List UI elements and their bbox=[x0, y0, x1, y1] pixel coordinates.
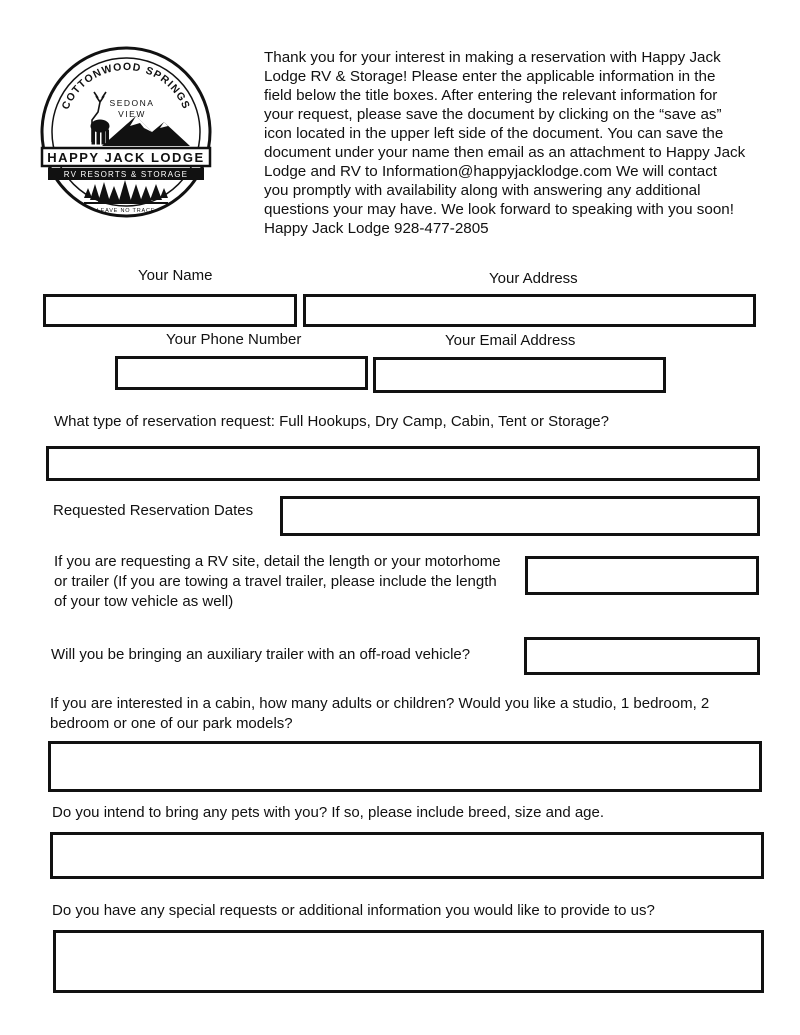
intro-line: document under your name then email as an attachment to Happy Jack bbox=[264, 144, 746, 161]
happy-jack-lodge-logo bbox=[40, 46, 212, 218]
intro-line: your request, please save the document by clicking on the “save as” bbox=[264, 106, 722, 123]
intro-line: Happy Jack Lodge 928-477-2805 bbox=[264, 220, 489, 237]
rv-length-line: of your tow vehicle as well) bbox=[54, 593, 234, 610]
intro-line: Lodge RV & Storage! Please enter the applicable information in the bbox=[264, 68, 716, 85]
email-label: Your Email Address bbox=[445, 332, 576, 349]
pets-field[interactable] bbox=[50, 832, 764, 879]
intro-paragraph bbox=[264, 48, 784, 238]
reservation-type-label: What type of reservation request: Full Hookups, Dry Camp, Cabin, Tent or Storage? bbox=[54, 413, 609, 430]
intro-line: icon located in the upper left side of the document. You can save the bbox=[264, 125, 724, 142]
address-field[interactable] bbox=[303, 294, 756, 327]
logo-line1: SEDONA bbox=[109, 98, 155, 108]
special-requests-field[interactable] bbox=[53, 930, 764, 993]
logo-line2: VIEW bbox=[118, 109, 146, 119]
logo-tagline: LEAVE NO TRACE bbox=[96, 208, 156, 214]
address-label: Your Address bbox=[489, 270, 578, 287]
dates-field[interactable] bbox=[280, 496, 760, 536]
cabin-line: If you are interested in a cabin, how many adults or children? Would you like a studio, 1 bedroom, 2 bbox=[50, 695, 710, 712]
cabin-label bbox=[50, 694, 770, 734]
pets-label: Do you intend to bring any pets with you? If so, please include breed, size and age. bbox=[52, 804, 605, 821]
intro-line: field below the title boxes. After entering the relevant information for bbox=[264, 87, 718, 104]
name-label: Your Name bbox=[138, 267, 213, 284]
aux-trailer-field[interactable] bbox=[524, 637, 760, 675]
intro-line: Lodge and RV to Information@happyjacklodge.com We will contact bbox=[264, 163, 718, 180]
rv-length-field[interactable] bbox=[525, 556, 759, 595]
dates-label: Requested Reservation Dates bbox=[53, 502, 254, 519]
logo-brand: HAPPY JACK LODGE bbox=[47, 150, 205, 165]
aux-trailer-label: Will you be bringing an auxiliary trailer with an off-road vehicle? bbox=[51, 646, 471, 663]
phone-label: Your Phone Number bbox=[166, 331, 302, 348]
cabin-field[interactable] bbox=[48, 741, 762, 792]
logo-arc-text: COTTONWOOD SPRINGS bbox=[59, 60, 193, 112]
rv-length-label bbox=[54, 552, 524, 612]
logo-emblem bbox=[40, 46, 212, 218]
reservation-type-field[interactable] bbox=[46, 446, 760, 481]
intro-line: Thank you for your interest in making a reservation with Happy Jack bbox=[264, 49, 721, 66]
intro-line: questions your may have. We look forward to speaking with you soon! bbox=[264, 201, 734, 218]
rv-length-line: or trailer (If you are towing a travel trailer, please include the length bbox=[54, 573, 497, 590]
special-requests-label: Do you have any special requests or additional information you would like to provide to us? bbox=[52, 902, 655, 919]
email-field[interactable] bbox=[373, 357, 666, 393]
intro-line: you promptly with availability along with answering any additional bbox=[264, 182, 701, 199]
phone-field[interactable] bbox=[115, 356, 368, 390]
logo-sub-brand: RV RESORTS & STORAGE bbox=[63, 170, 189, 179]
cabin-line: bedroom or one of our park models? bbox=[50, 715, 293, 732]
rv-length-line: If you are requesting a RV site, detail the length or your motorhome bbox=[54, 553, 501, 570]
name-field[interactable] bbox=[43, 294, 297, 327]
